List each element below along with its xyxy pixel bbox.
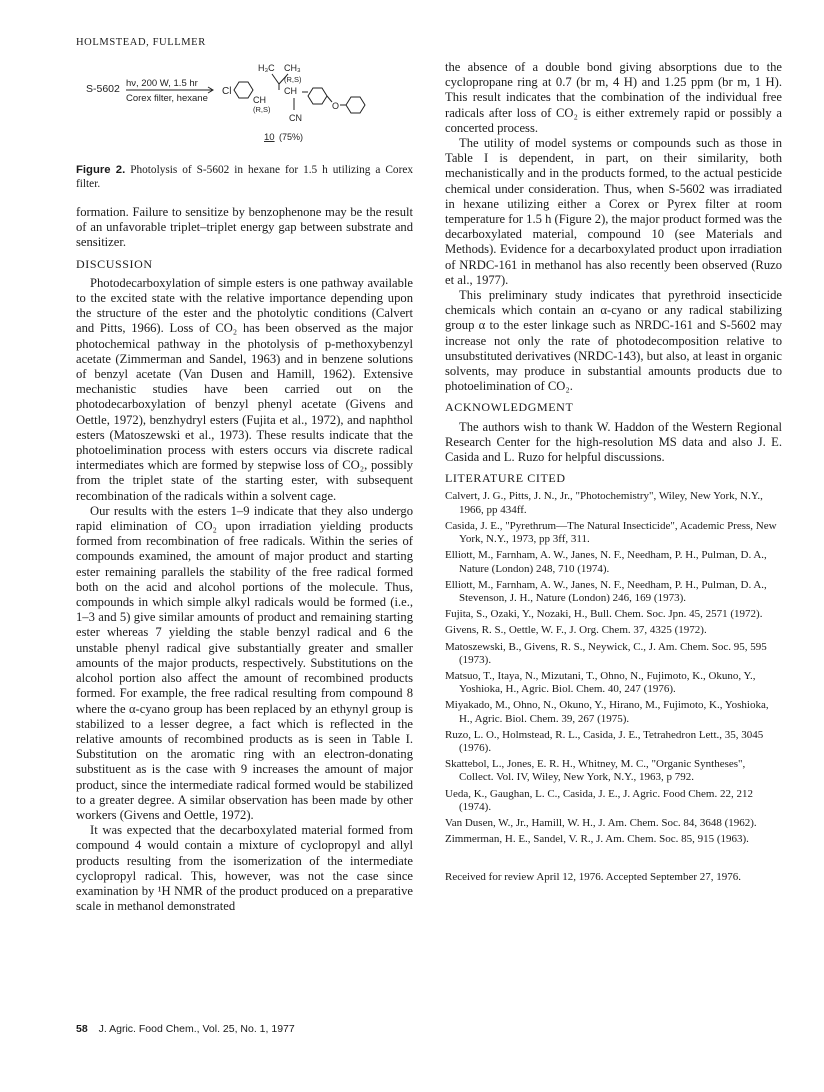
arrow-conditions-bottom: Corex filter, hexane <box>126 93 208 104</box>
heading-acknowledgment: ACKNOWLEDGMENT <box>445 400 574 415</box>
left-paragraph-1: formation. Failure to sensitize by benzophenone may be the result of an unfavorable triplet–triplet energy gap between substrate and sensitizer. <box>76 205 413 250</box>
heading-discussion: DISCUSSION <box>76 256 153 271</box>
reference-list <box>445 490 782 846</box>
cyano-label: CN <box>289 113 302 123</box>
figure-2-scheme <box>76 58 413 160</box>
left-paragraph-2: Photodecarboxylation of simple esters is one pathway available to the excited state with the relative importance depending upon the structure of the ester and the photolytic conditions (Calvert and Pitts, 1966). Loss of CO₂ has been observed as the major photochemical pathway in the photolysis of p-methoxybenzyl acetate (Zimmerman and Sandel, 1963) and in benzene solutions of benzyl acetate (Van Dusen and Hamill, 1962). Extensive mechanistic studies have been carried out on the photodecarboxylation of benzyl phenyl acetate (Givens and Oettle, 1972), benzhydryl esters (Fujita et al., 1972), and naphthol esters (Matoszewski et al., 1973). These results indicate that the photoelimination process with esters occurs via discrete radical intermediates which are formed by stepwise loss of CO₂, possibly from the triplet state of the starting ester, with subsequent recombination of the radicals within a solvent cage. <box>76 275 413 503</box>
reference-item: Matsuo, T., Itaya, N., Mizutani, T., Ohno, N., Fujimoto, K., Okuno, Y., Yoshioka, H., Agric. Biol. Chem. 40, 247 (1976). <box>445 669 756 696</box>
figure-caption-text: Photolysis of S-5602 in hexane for 1.5 h utilizing a Corex filter. <box>76 164 413 190</box>
reactant-label: S-5602 <box>86 83 120 95</box>
reference-item: Fujita, S., Ozaki, Y., Nozaki, H., Bull. Chem. Soc. Jpn. 45, 2571 (1972). <box>445 608 763 621</box>
product-label: 10 <box>264 132 275 143</box>
page-footer <box>76 1023 295 1035</box>
reaction-scheme <box>76 58 413 160</box>
page-number: 58 <box>76 1023 88 1035</box>
left-column <box>76 58 413 914</box>
reference-item: Matoszewski, B., Givens, R. S., Neywick, C., J. Am. Chem. Soc. 95, 595 (1973). <box>445 640 767 666</box>
figure-caption <box>76 164 413 191</box>
methyl-right-label: CH₃ <box>284 63 301 73</box>
reference-item: Calvert, J. G., Pitts, J. N., Jr., "Photochemistry", Wiley, New York, N.Y., 1966, pp 434ff. <box>445 490 763 516</box>
journal-citation: J. Agric. Food Chem., Vol. 25, No. 1, 1977 <box>98 1023 295 1035</box>
reference-item: Zimmerman, H. E., Sandel, V. R., J. Am. Chem. Soc. 85, 915 (1963). <box>445 833 749 846</box>
heading-literature-cited: LITERATURE CITED <box>445 471 566 486</box>
running-head: HOLMSTEAD, FULLMER <box>76 37 206 48</box>
phenoxy-ring-b <box>346 97 365 113</box>
right-paragraph-3: This preliminary study indicates that pyrethroid insecticide chemicals which contain an α-cyano or any radical stabilizing group α to the ester linkage such as NRDC-161 and S-5602 may increase not only the rate of photodecomposition relative to unsubstituted derivatives (NRDC-143), but also, at least in organic solvents, may produce in substantial amounts products due to photoelimination of CO₂. <box>445 288 782 394</box>
reference-item: Miyakado, M., Ohno, N., Okuno, Y., Hirano, M., Fujimoto, K., Yoshioka, H., Agric. Biol. Chem. 39, 267 (1975). <box>445 699 769 725</box>
reference-item: Ueda, K., Gaughan, L. C., Casida, J. E., J. Agric. Food Chem. 22, 212 (1974). <box>445 787 753 813</box>
methyl-left-label: H₃C <box>258 63 275 73</box>
acknowledgment-text: The authors wish to thank W. Haddon of the Western Regional Research Center for the high-resolution MS data and also J. E. Casida and L. Ruzo for helpful discussions. <box>445 419 782 465</box>
reference-item: Ruzo, L. O., Holmstead, R. L., Casida, J. E., Tetrahedron Lett., 35, 3045 (1976). <box>445 728 764 754</box>
reference-item: Elliott, M., Farnham, A. W., Janes, N. F., Needham, P. H., Pulman, D. A., Stevenson, J. H., Nature (London) 246, 169 (1973). <box>445 578 767 604</box>
stereo-top-label: (R,S) <box>284 75 302 84</box>
reference-item: Casida, J. E., "Pyrethrum—The Natural Insecticide", Academic Press, New York, N.Y., 1973, pp 3ff, 311. <box>445 519 777 546</box>
right-paragraph-1: the absence of a double bond giving absorptions due to the cyclopropane ring at 0.7 (br m, 4 H) and 1.25 ppm (br m, 1 H). This result indicates that the combination of the individual free radicals after loss of CO₂ is either extremely rapid or possibly a concerted process. <box>445 60 782 135</box>
product-yield: (75%) <box>279 132 304 142</box>
chlorine-label: Cl <box>222 86 232 97</box>
left-paragraph-4: It was expected that the decarboxylated material formed from compound 4 would contain a mixture of cyclopropyl and allyl products resulting from the isomerization of the intermediate cyclopropyl radical. This, however, was not the case since examination by ¹H NMR of the product produced on a preparative scale in methanol demonstrated <box>76 823 413 914</box>
chlorophenyl-ring <box>234 82 253 98</box>
received-dates: Received for review April 12, 1976. Accepted September 27, 1976. <box>445 871 742 884</box>
oxygen-label: O <box>332 101 340 111</box>
right-column <box>445 60 782 886</box>
ch-right-label: CH <box>284 86 297 96</box>
methyl-bond-left <box>272 74 279 84</box>
reference-item: Givens, R. S., Oettle, W. F., J. Org. Chem. 37, 4325 (1972). <box>445 624 707 637</box>
reference-item: Skattebol, L., Jones, E. R. H., Whitney, M. C., "Organic Syntheses", Collect. Vol. IV, Wiley, New York, N.Y., 1963, p 792. <box>445 758 746 784</box>
right-paragraph-2: The utility of model systems or compounds such as those in Table I is dependent, in part, on their similarity, both mechanistically and in the products formed, to the actual pesticide chemical under consideration. Thus, when S-5602 was irradiated in hexane utilizing either a Corex or Pyrex filter at room temperature for 1.5 h (Figure 2), the major product formed was the decarboxylated material, compound 10 (see Materials and Methods). Evidence for a decarboxylated product upon irradiation of NRDC-161 in methanol has also recently been observed (Ruzo et al., 1977). <box>445 136 782 287</box>
left-paragraph-3: Our results with the esters 1–9 indicate that they also undergo rapid elimination of CO₂ upon irradiation yielding products formed from recombination of free radicals. Within the series of compounds examined, the amount of major product and starting ester remaining parallels the stability of the free radical formed both on the acid and alcohol portions of the molecule. Thus, compounds in which simple alkyl radicals would be formed (i.e., 1–3 and 5) give similar amounts of product and remaining starting ester whereas 7 yielding the stable benzyl radical and 6 the unstable phenyl radical give substantially greater and smaller amounts of the major products, respectively. Substitutions on the alcohol portion also affect the amount of recombined products formed. For example, the free radical resulting from compound 8 where the α-cyano group has been replaced by an ethynyl group is stabilized to a lesser degree, a fact which is reflected in the relative amounts of recombined products as is seen in Table I. Substitution on the aromatic ring with an electron-donating substituent as is the case with 9 increases the amount of major product, since the intermediate radical formed would be stabilized to a greater degree. A similar observation has been made by other workers (Givens and Oettle, 1972). <box>76 503 413 822</box>
stereo-bottom-label: (R,S) <box>253 105 271 114</box>
reference-item: Elliott, M., Farnham, A. W., Janes, N. F., Needham, P. H., Pulman, D. A., Nature (London) 248, 710 (1974). <box>445 549 767 575</box>
figure-caption-label: Figure 2. <box>76 164 126 176</box>
reference-item: Van Dusen, W., Jr., Hamill, W. H., J. Am. Chem. Soc. 84, 3648 (1962). <box>445 816 757 829</box>
arrow-conditions-top: hν, 200 W, 1.5 hr <box>126 78 198 89</box>
ch-left-label: CH <box>253 95 266 105</box>
phenoxy-ring-a <box>308 88 327 104</box>
